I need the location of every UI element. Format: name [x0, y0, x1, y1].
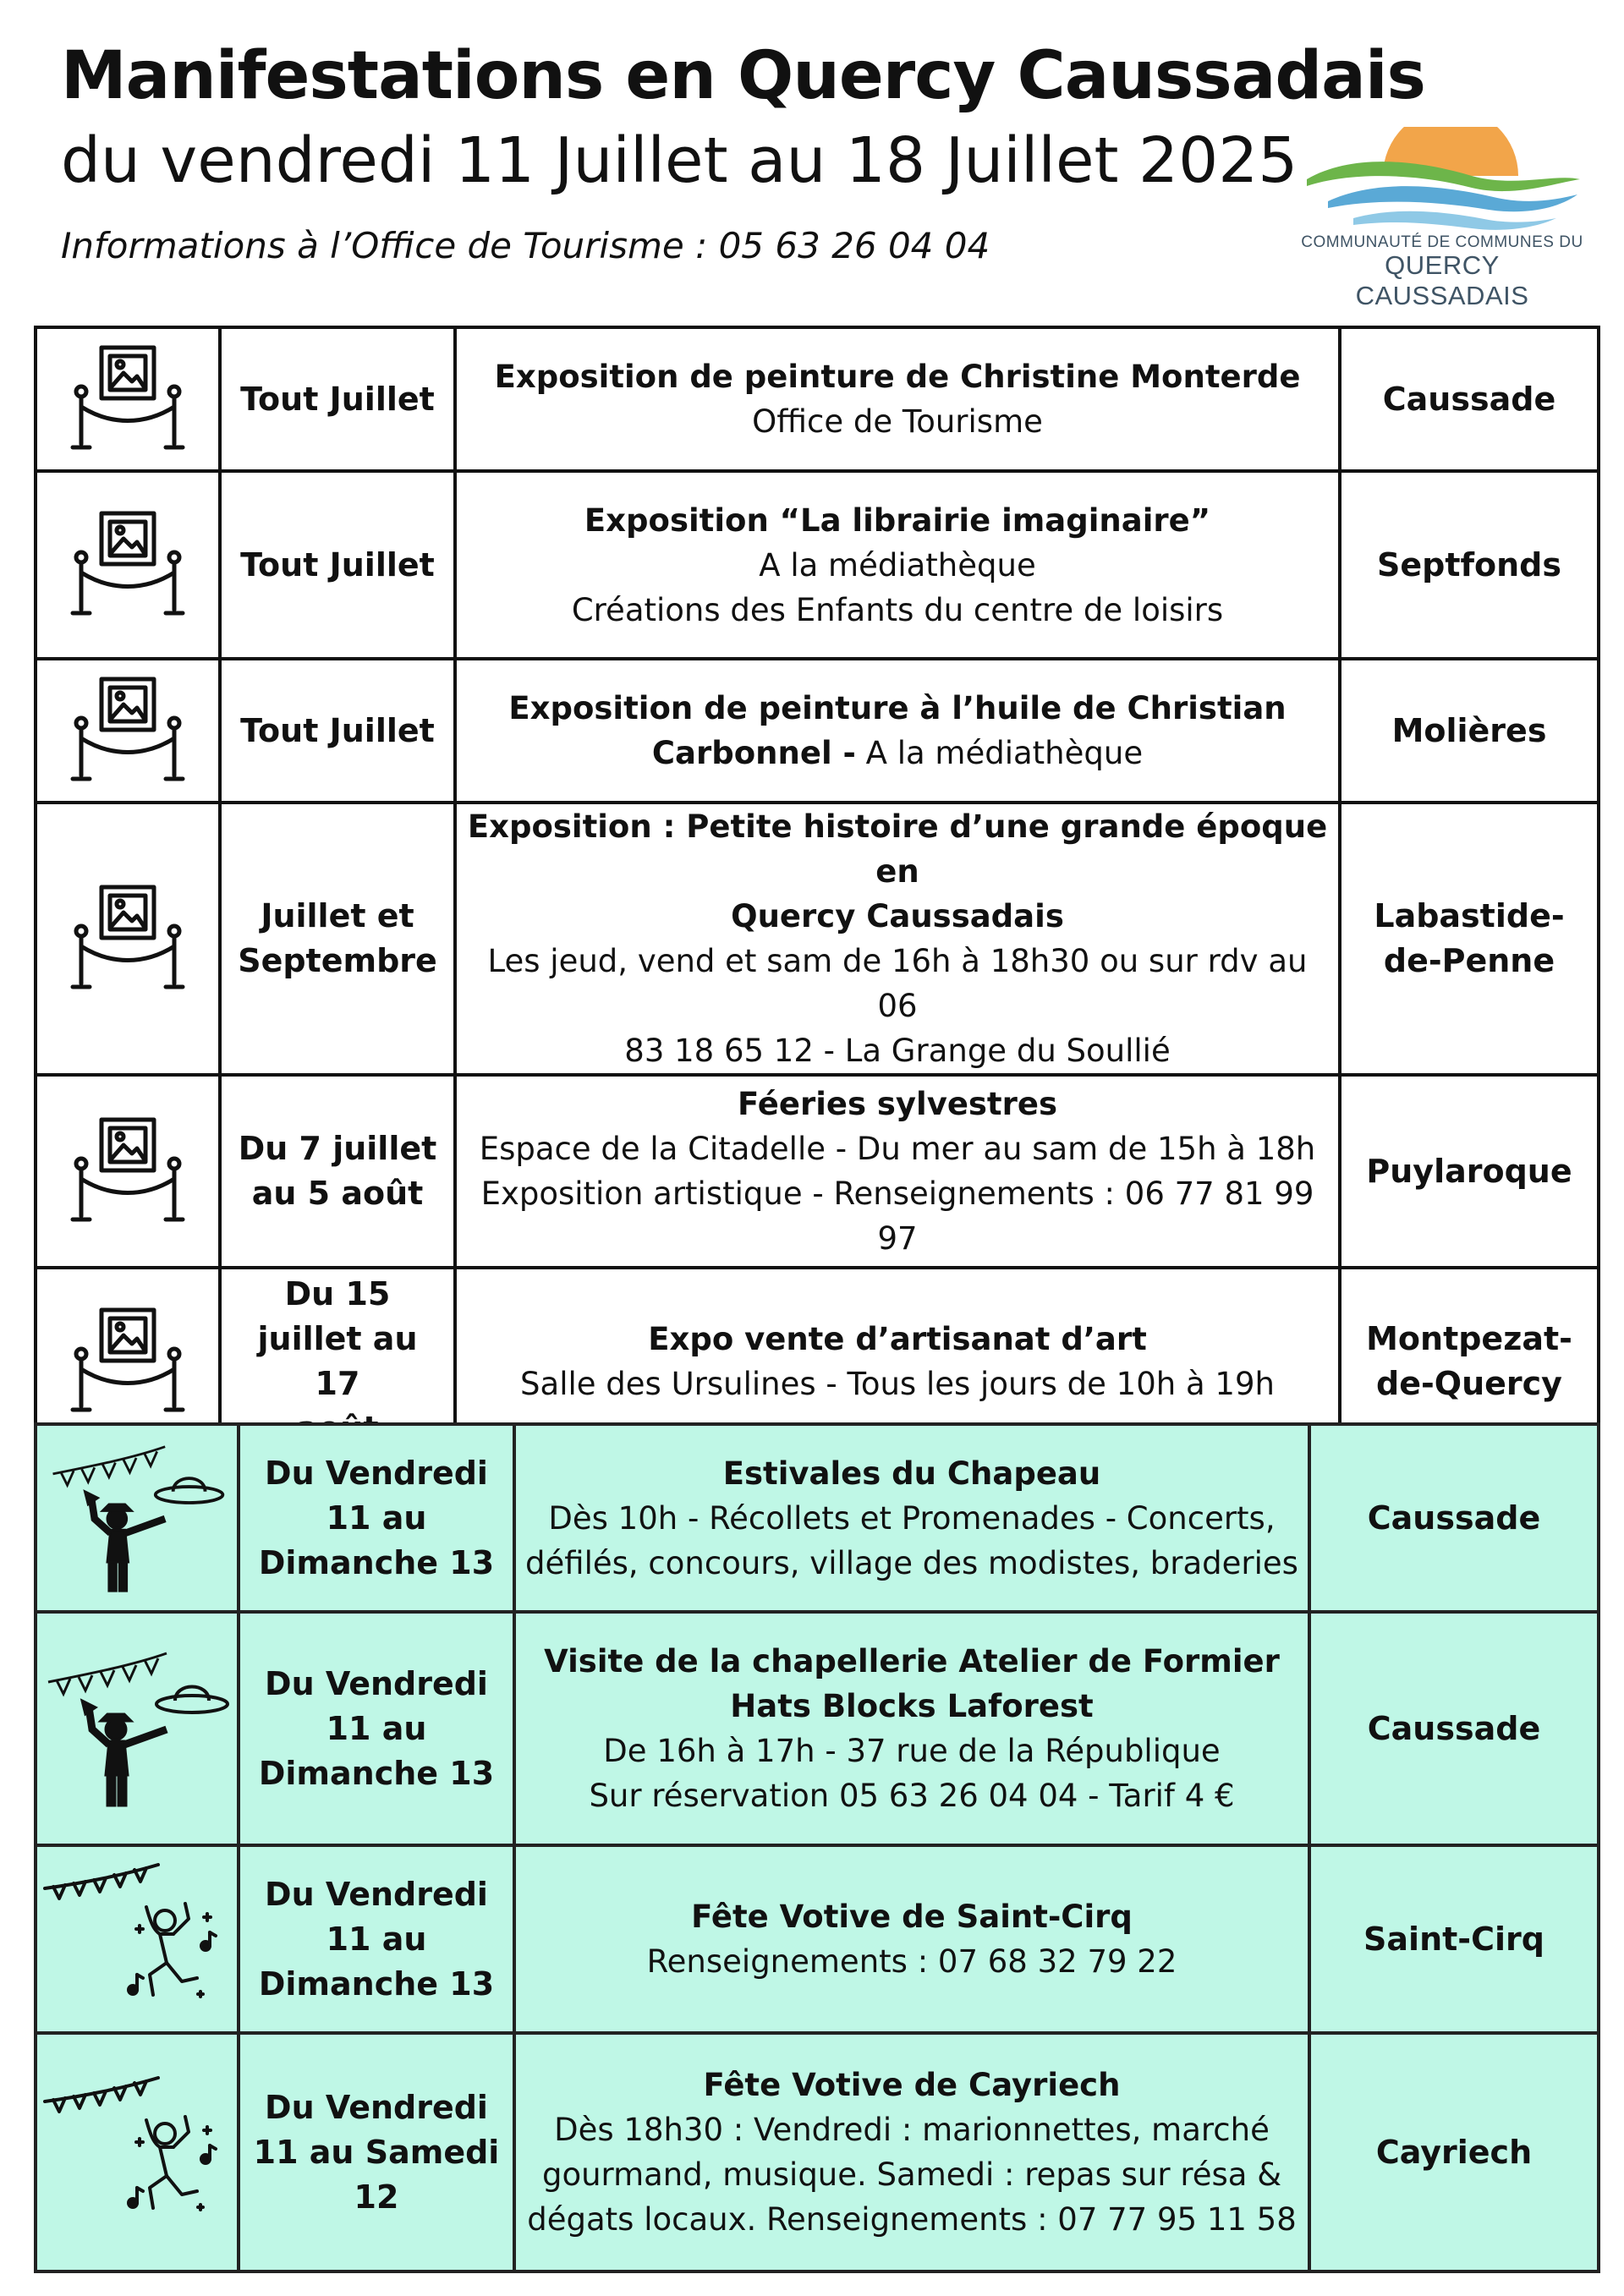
event-title: Expo vente d’artisanat d’art	[648, 1321, 1147, 1357]
date-line: Dimanche 13	[258, 1543, 495, 1581]
art-exhibition-icon	[46, 884, 210, 994]
event-detail: Les jeud, vend et sam de 16h à 18h30 ou sur rdv au 06	[487, 943, 1308, 1024]
art-exhibition-icon	[46, 1307, 210, 1417]
exhibition-row	[36, 327, 1599, 471]
art-exhibition-icon	[46, 344, 210, 454]
event-description	[455, 1075, 1340, 1268]
location-line: Puylaroque	[1366, 1152, 1572, 1190]
event-location	[1340, 471, 1599, 659]
event-description	[455, 803, 1340, 1075]
event-description	[514, 2033, 1309, 2271]
festival-row	[36, 2033, 1599, 2271]
event-description	[455, 659, 1340, 803]
event-title: Estivales du Chapeau	[722, 1455, 1101, 1492]
event-dates	[239, 1612, 514, 1845]
date-line: Septembre	[238, 942, 437, 979]
event-title: Fête Votive de Cayriech	[703, 2067, 1121, 2103]
location-line: Cayriech	[1375, 2133, 1533, 2171]
event-description	[514, 1612, 1309, 1845]
logo-text-top: COMMUNAUTÉ DE COMMUNES DU	[1301, 233, 1583, 251]
date-line: juillet au 17	[257, 1320, 418, 1402]
event-location	[1340, 1075, 1599, 1268]
event-location	[1340, 327, 1599, 471]
exhibitions-table	[34, 326, 1600, 1457]
event-icon-cell	[36, 1424, 239, 1612]
date-line: Dimanche 13	[258, 1754, 495, 1792]
date-line: 11 au Samedi	[253, 2133, 500, 2171]
event-title-tail: Carbonnel - A la médiathèque	[651, 735, 1144, 771]
festival-row	[36, 1612, 1599, 1845]
logo-text-bottom: QUERCY CAUSSADAIS	[1355, 250, 1529, 310]
festival-row	[36, 1424, 1599, 1612]
date-line: Tout Juillet	[240, 545, 435, 584]
location-line: Caussade	[1367, 1709, 1541, 1747]
event-title: Exposition : Petite histoire d’une grande époque en	[467, 808, 1328, 890]
event-description	[455, 471, 1340, 659]
hat-guide-icon	[37, 1648, 237, 1809]
event-detail: Créations des Enfants du centre de loisirs	[571, 591, 1224, 628]
event-title: Exposition “La librairie imaginaire”	[584, 501, 1211, 539]
location-line: Montpezat-	[1366, 1320, 1572, 1357]
page-subtitle: du vendredi 11 Juillet au 18 Juillet 2025	[61, 124, 1298, 197]
art-exhibition-icon	[46, 510, 210, 620]
event-detail: gourmand, musique. Samedi : repas sur résa &	[541, 2156, 1282, 2193]
date-line: 11 au	[326, 1920, 427, 1958]
event-detail: Exposition artistique - Renseignements : 06 77 81 99 97	[480, 1175, 1314, 1257]
date-line: Du 15	[284, 1275, 391, 1312]
event-detail: défilés, concours, village des modistes, braderies	[525, 1544, 1298, 1581]
date-line: Du Vendredi	[265, 1664, 488, 1702]
event-title: Féeries sylvestres	[737, 1086, 1057, 1122]
event-icon-cell	[36, 1612, 239, 1845]
date-line: au 5 août	[251, 1175, 424, 1212]
location-line: Labastide-	[1374, 897, 1565, 934]
date-line: 11 au	[326, 1499, 427, 1537]
event-dates	[220, 659, 455, 803]
event-detail: A la médiathèque	[759, 546, 1036, 584]
page-title: Manifestations en Quercy Caussadais	[61, 38, 1425, 114]
date-line: Juillet et	[261, 897, 414, 934]
date-line: 12	[354, 2178, 399, 2216]
event-icon-cell	[36, 2033, 239, 2271]
event-location	[1309, 1612, 1599, 1845]
header	[61, 34, 1425, 266]
event-detail: Salle des Ursulines - Tous les jours de 10h à 19h	[520, 1366, 1275, 1402]
location-line: Molières	[1391, 711, 1547, 749]
event-detail: De 16h à 17h - 37 rue de la République	[603, 1733, 1221, 1769]
event-description	[455, 327, 1340, 471]
art-exhibition-icon	[46, 1116, 210, 1226]
tourism-office-info: Informations à l’Office de Tourisme : 05 63 26 04 04	[61, 225, 990, 266]
event-dates	[239, 1845, 514, 2033]
exhibition-row	[36, 659, 1599, 803]
event-location	[1309, 1845, 1599, 2033]
dancing-party-icon	[37, 2076, 237, 2228]
event-location	[1309, 2033, 1599, 2271]
art-exhibition-icon	[46, 676, 210, 786]
event-icon-cell	[36, 803, 220, 1075]
dancing-party-icon	[37, 1863, 237, 2015]
event-dates	[239, 2033, 514, 2271]
event-description	[514, 1424, 1309, 1612]
event-location	[1340, 803, 1599, 1075]
event-icon-cell	[36, 659, 220, 803]
date-line: Du 7 juillet	[238, 1130, 437, 1167]
event-location	[1340, 659, 1599, 803]
location-line: de-Penne	[1383, 942, 1555, 979]
event-title: Visite de la chapellerie Atelier de Formier	[544, 1643, 1280, 1680]
festival-row	[36, 1845, 1599, 2033]
event-dates	[220, 471, 455, 659]
location-line: de-Quercy	[1376, 1365, 1562, 1402]
event-icon-cell	[36, 1845, 239, 2033]
exhibition-row	[36, 471, 1599, 659]
event-detail: Office de Tourisme	[752, 403, 1043, 440]
event-dates	[239, 1424, 514, 1612]
event-location	[1309, 1424, 1599, 1612]
event-detail: Dès 18h30 : Vendredi : marionnettes, marché	[554, 2112, 1270, 2148]
event-icon-cell	[36, 471, 220, 659]
event-title: Exposition de peinture à l’huile de Christian	[508, 690, 1287, 726]
event-icon-cell	[36, 1075, 220, 1268]
event-detail: Sur réservation 05 63 26 04 04 - Tarif 4 €	[589, 1778, 1235, 1814]
location-line: Caussade	[1367, 1499, 1541, 1537]
event-detail: Renseignements : 07 68 32 79 22	[646, 1943, 1177, 1980]
date-line: Du Vendredi	[265, 1875, 488, 1913]
exhibition-row	[36, 803, 1599, 1075]
date-line: Du Vendredi	[265, 2088, 488, 2126]
event-icon-cell	[36, 327, 220, 471]
event-title: Fête Votive de Saint-Cirq	[691, 1899, 1133, 1935]
event-dates	[220, 1075, 455, 1268]
date-line: 11 au	[326, 1709, 427, 1747]
event-detail: Espace de la Citadelle - Du mer au sam de 15h à 18h	[479, 1131, 1316, 1167]
event-dates	[220, 327, 455, 471]
event-detail: 83 18 65 12 - La Grange du Soullié	[624, 1033, 1171, 1069]
exhibition-row	[36, 1075, 1599, 1268]
date-line: Dimanche 13	[258, 1964, 495, 2003]
hat-festival-icon	[37, 1442, 237, 1594]
location-line: Septfonds	[1376, 545, 1562, 584]
date-line: Tout Juillet	[240, 380, 435, 418]
location-line: Caussade	[1382, 380, 1556, 418]
event-title: Quercy Caussadais	[731, 898, 1064, 934]
event-description	[514, 1845, 1309, 2033]
location-line: Saint-Cirq	[1363, 1920, 1544, 1958]
date-line: Du Vendredi	[265, 1454, 488, 1492]
event-detail: dégats locaux. Renseignements : 07 77 95 11 58	[527, 2201, 1297, 2238]
date-line: Tout Juillet	[240, 711, 435, 749]
event-detail: Dès 10h - Récollets et Promenades - Concerts,	[548, 1499, 1276, 1537]
event-dates	[220, 803, 455, 1075]
event-title: Exposition de peinture de Christine Monterde	[494, 359, 1301, 395]
events-table	[34, 1422, 1600, 2273]
event-title: Hats Blocks Laforest	[730, 1688, 1094, 1724]
